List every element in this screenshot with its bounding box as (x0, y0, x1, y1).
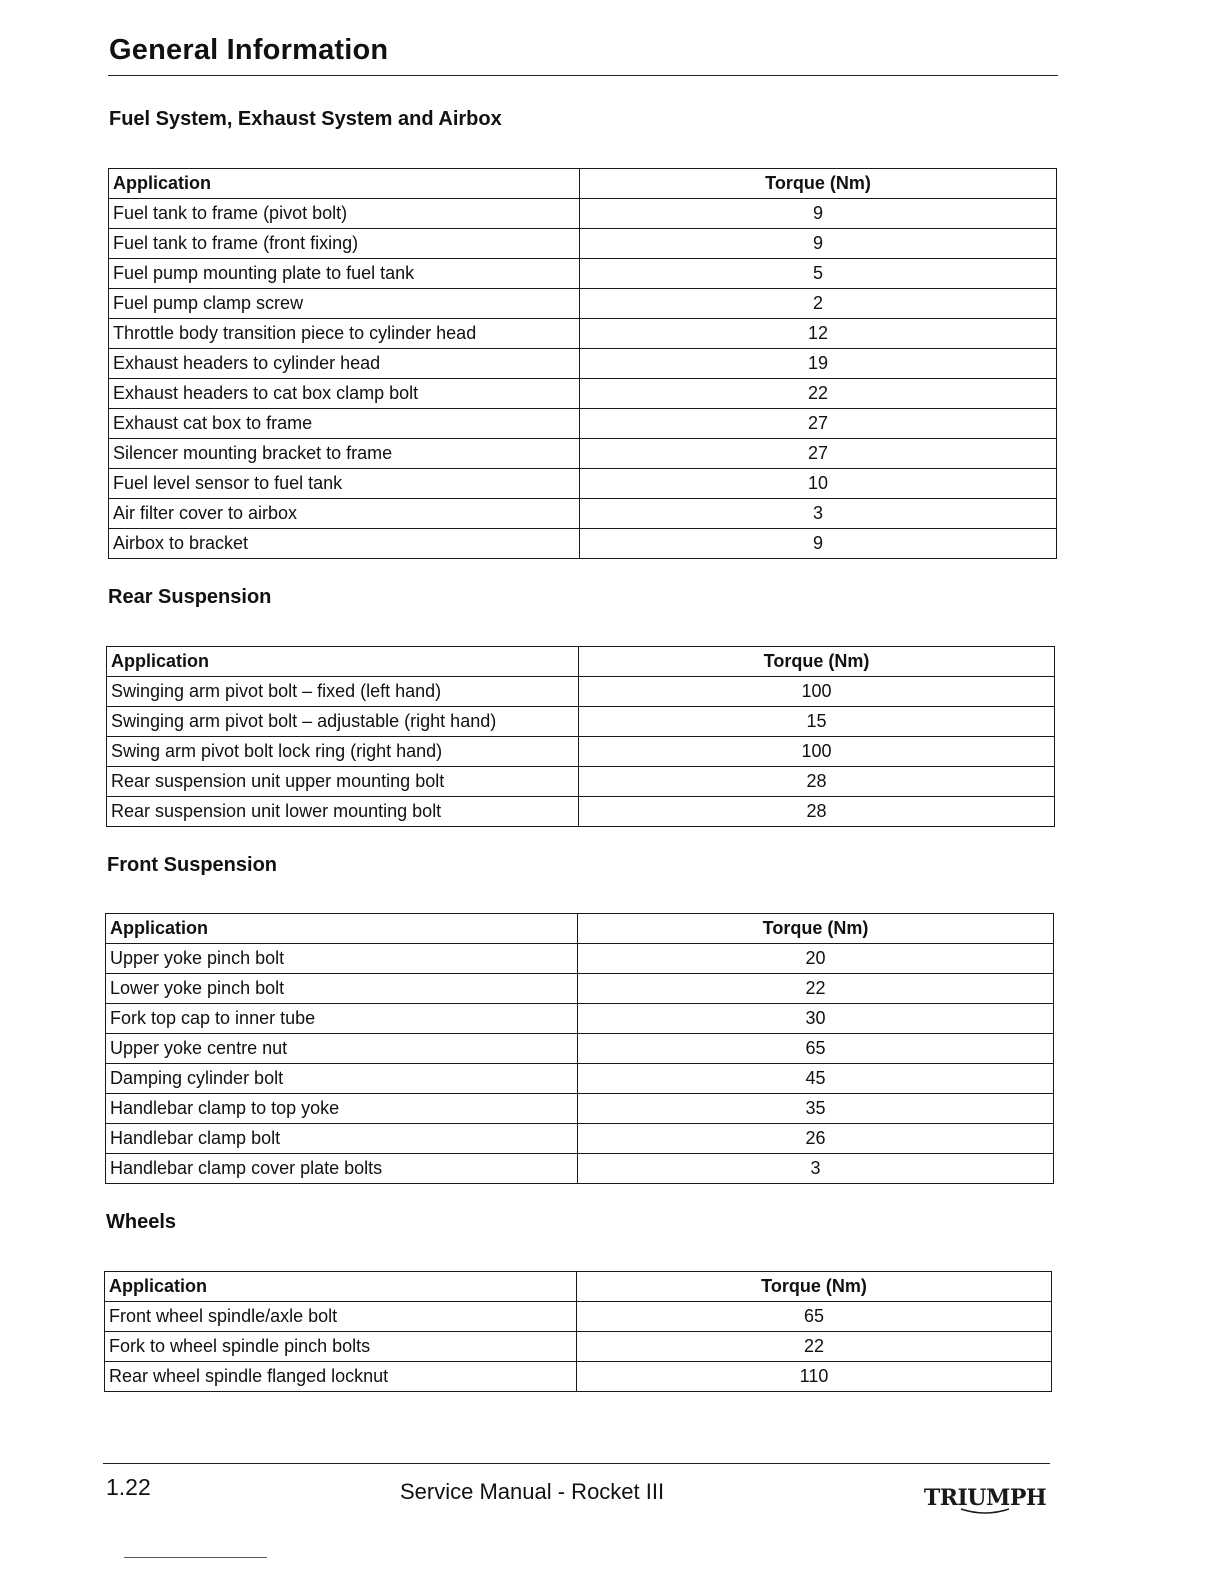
table-row (106, 1094, 1054, 1124)
table-row (109, 469, 1057, 499)
torque-value-cell: 5 (580, 259, 1057, 289)
torque-value-cell: 22 (577, 1332, 1052, 1362)
application-cell: Rear suspension unit upper mounting bolt (107, 767, 579, 797)
torque-value-cell: 100 (579, 737, 1055, 767)
torque-value-cell: 22 (580, 379, 1057, 409)
application-cell: Swing arm pivot bolt lock ring (right hand) (107, 737, 579, 767)
torque-value-cell: 28 (579, 767, 1055, 797)
application-cell: Air filter cover to airbox (109, 499, 580, 529)
application-cell: Swinging arm pivot bolt – fixed (left hand) (107, 677, 579, 707)
table-row (109, 529, 1057, 559)
table-row (109, 229, 1057, 259)
table-row (107, 707, 1055, 737)
torque-value-cell: 10 (580, 469, 1057, 499)
table-header-row (106, 914, 1054, 944)
table-row (107, 797, 1055, 827)
column-header-torque: Torque (Nm) (578, 914, 1054, 944)
application-cell: Fuel level sensor to fuel tank (109, 469, 580, 499)
triumph-logo-icon (923, 1480, 1048, 1520)
table-row (105, 1302, 1052, 1332)
page-number: 1.22 (106, 1474, 151, 1500)
torque-value-cell: 27 (580, 409, 1057, 439)
table-row (106, 1064, 1054, 1094)
torque-value-cell: 15 (579, 707, 1055, 737)
application-cell: Damping cylinder bolt (106, 1064, 578, 1094)
torque-value-cell: 30 (578, 1004, 1054, 1034)
table-row (109, 409, 1057, 439)
torque-value-cell: 9 (580, 229, 1057, 259)
torque-value-cell: 27 (580, 439, 1057, 469)
table-row (106, 1124, 1054, 1154)
table-row (109, 259, 1057, 289)
column-header-application: Application (105, 1272, 577, 1302)
torque-value-cell: 3 (578, 1154, 1054, 1184)
application-cell: Fuel tank to frame (pivot bolt) (109, 199, 580, 229)
torque-value-cell: 110 (577, 1362, 1052, 1392)
torque-value-cell: 45 (578, 1064, 1054, 1094)
header-divider (108, 75, 1058, 76)
footer-link-underline (124, 1557, 267, 1558)
torque-value-cell: 9 (580, 529, 1057, 559)
table-row (106, 944, 1054, 974)
torque-value-cell: 26 (578, 1124, 1054, 1154)
triumph-logo-wordmark: TRIUMPH (923, 1485, 1047, 1511)
table-row (109, 319, 1057, 349)
application-cell: Upper yoke centre nut (106, 1034, 578, 1064)
table-row (109, 499, 1057, 529)
table-row (106, 1034, 1054, 1064)
table-row (109, 379, 1057, 409)
table-row (105, 1332, 1052, 1362)
table-row (109, 439, 1057, 469)
column-header-application: Application (107, 647, 579, 677)
column-header-application: Application (109, 169, 580, 199)
application-cell: Front wheel spindle/axle bolt (105, 1302, 577, 1332)
torque-value-cell: 22 (578, 974, 1054, 1004)
torque-value-cell: 28 (579, 797, 1055, 827)
application-cell: Rear wheel spindle flanged locknut (105, 1362, 577, 1392)
table-row (107, 767, 1055, 797)
application-cell: Handlebar clamp bolt (106, 1124, 578, 1154)
table-row (109, 349, 1057, 379)
table-header-row (105, 1272, 1052, 1302)
torque-table-rear-suspension (106, 646, 1055, 827)
application-cell: Exhaust headers to cat box clamp bolt (109, 379, 580, 409)
torque-table-fuel-system (108, 168, 1057, 559)
application-cell: Fork to wheel spindle pinch bolts (105, 1332, 577, 1362)
torque-value-cell: 19 (580, 349, 1057, 379)
application-cell: Fuel tank to frame (front fixing) (109, 229, 580, 259)
section-heading-fuel-system: Fuel System, Exhaust System and Airbox (109, 108, 502, 130)
application-cell: Swinging arm pivot bolt – adjustable (right hand) (107, 707, 579, 737)
table-row (109, 199, 1057, 229)
torque-value-cell: 65 (577, 1302, 1052, 1332)
column-header-application: Application (106, 914, 578, 944)
manual-title: Service Manual - Rocket III (400, 1479, 665, 1504)
application-cell: Silencer mounting bracket to frame (109, 439, 580, 469)
table-header-row (109, 169, 1057, 199)
application-cell: Handlebar clamp to top yoke (106, 1094, 578, 1124)
page-title: General Information (109, 34, 389, 66)
column-header-torque: Torque (Nm) (577, 1272, 1052, 1302)
application-cell: Fork top cap to inner tube (106, 1004, 578, 1034)
table-row (109, 289, 1057, 319)
torque-table-wheels (104, 1271, 1052, 1392)
application-cell: Exhaust cat box to frame (109, 409, 580, 439)
application-cell: Airbox to bracket (109, 529, 580, 559)
application-cell: Throttle body transition piece to cylinder head (109, 319, 580, 349)
application-cell: Handlebar clamp cover plate bolts (106, 1154, 578, 1184)
torque-value-cell: 3 (580, 499, 1057, 529)
table-row (107, 737, 1055, 767)
section-heading-wheels: Wheels (106, 1211, 177, 1233)
application-cell: Rear suspension unit lower mounting bolt (107, 797, 579, 827)
application-cell: Upper yoke pinch bolt (106, 944, 578, 974)
application-cell: Lower yoke pinch bolt (106, 974, 578, 1004)
application-cell: Fuel pump clamp screw (109, 289, 580, 319)
table-row (106, 974, 1054, 1004)
torque-value-cell: 9 (580, 199, 1057, 229)
table-row (106, 1154, 1054, 1184)
table-row (105, 1362, 1052, 1392)
application-cell: Fuel pump mounting plate to fuel tank (109, 259, 580, 289)
table-row (106, 1004, 1054, 1034)
section-heading-rear-suspension: Rear Suspension (108, 586, 272, 608)
torque-table-front-suspension (105, 913, 1054, 1184)
torque-value-cell: 65 (578, 1034, 1054, 1064)
torque-value-cell: 20 (578, 944, 1054, 974)
section-heading-front-suspension: Front Suspension (107, 854, 277, 876)
table-row (107, 677, 1055, 707)
torque-value-cell: 100 (579, 677, 1055, 707)
column-header-torque: Torque (Nm) (580, 169, 1057, 199)
torque-value-cell: 35 (578, 1094, 1054, 1124)
torque-value-cell: 12 (580, 319, 1057, 349)
table-header-row (107, 647, 1055, 677)
application-cell: Exhaust headers to cylinder head (109, 349, 580, 379)
footer-divider (103, 1463, 1050, 1464)
torque-value-cell: 2 (580, 289, 1057, 319)
column-header-torque: Torque (Nm) (579, 647, 1055, 677)
